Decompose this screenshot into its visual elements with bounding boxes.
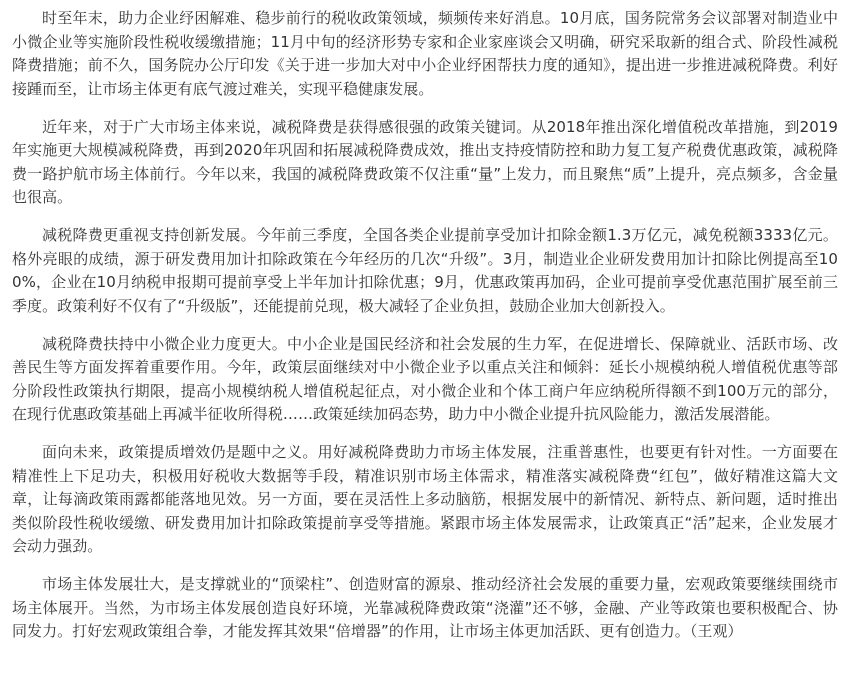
article-paragraph-2: 近年来，对于广大市场主体来说，减税降费是获得感很强的政策关键词。从2018年推出深化增值税改革措施，到2019年实施更大规模减税降费，再到2020年巩固和拓展减税降费成效，推出支持疫情防控和助力复工复产税费优惠政策，减税降费一路护航市场主体前行。今年以来，我国的减税降费政策不仅注重“量”上发力，而且聚焦“质”上提升，亮点频多，含金量也很高。 [12, 117, 838, 206]
article-paragraph-4: 减税降费扶持中小微企业力度更大。中小企业是国民经济和社会发展的生力军，在促进增长、保障就业、活跃市场、改善民生等方面发挥着重要作用。今年，政策层面继续对中小微企业予以重点关注和倾斜：延长小规模纳税人增值税优惠等部分阶段性政策执行期限，提高小规模纳税人增值税起征点，对小微企业和个体工商户年应纳税所得额不到100万元的部分，在现行优惠政策基础上再减半征收所得税……政策延续加码态势，助力中小微企业提升抗风险能力，激活发展潜能。 [12, 334, 838, 423]
article-paragraph-3: 减税降费更重视支持创新发展。今年前三季度，全国各类企业提前享受加计扣除金额1.3万亿元，减免税额3333亿元。格外亮眼的成绩，源于研发费用加计扣除政策在今年经历的几次“升级”。3月，制造业企业研发费用加计扣除比例提高至100%，企业在10月纳税申报期可提前享受上半年加计扣除优惠；9月，优惠政策再加码，企业可提前享受优惠范围扩展至前三季度。政策利好不仅有了“升级版”，还能提前兑现，极大减轻了企业负担，鼓励企业加大创新投入。 [12, 226, 838, 315]
article-paragraph-6: 市场主体发展壮大，是支撑就业的“顶梁柱”、创造财富的源泉、推动经济社会发展的重要力量，宏观政策要继续围绕市场主体展开。当然，为市场主体发展创造良好环境，光靠减税降费政策“浇灌”还不够，金融、产业等政策也要积极配合、协同发力。打好宏观政策组合拳，才能发挥其效果“倍增器”的作用，让市场主体更加活跃、更有创造力。（王观） [12, 575, 838, 640]
article-paragraph-5: 面向未来，政策提质增效仍是题中之义。用好减税降费助力市场主体发展，注重普惠性，也要更有针对性。一方面要在精准性上下足功夫，积极用好税收大数据等手段，精准识别市场主体需求，精准落实减税降费“红包”，做好精准这篇大文章，让每滴政策雨露都能落地见效。另一方面，要在灵活性上多动脑筋，根据发展中的新情况、新特点、新问题，适时推出类似阶段性税收缓缴、研发费用加计扣除政策提前享受等措施。紧跟市场主体发展需求，让政策真正“活”起来，企业发展才会动力强劲。 [12, 443, 838, 555]
article-paragraph-1: 时至年末，助力企业纾困解难、稳步前行的税收政策领域，频频传来好消息。10月底，国务院常务会议部署对制造业中小微企业等实施阶段性税收缓缴措施；11月中旬的经济形势专家和企业家座谈会又明确，研究采取新的组合式、阶段性减税降费措施；前不久，国务院办公厅印发《关于进一步加大对中小企业纾困帮扶力度的通知》，提出进一步推进减税降费。利好接踵而至，让市场主体更有底气渡过难关，实现平稳健康发展。 [12, 9, 838, 98]
